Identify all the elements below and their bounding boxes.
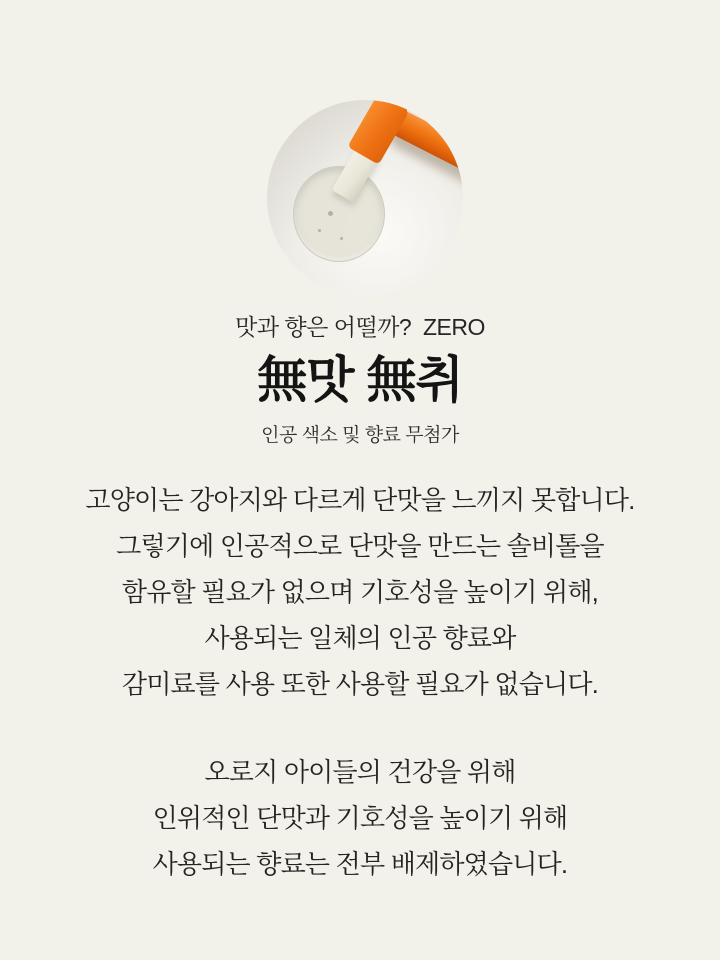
body-paragraph-2: [0, 749, 720, 887]
gel-speck: [318, 229, 321, 232]
body-line: 그렇기에 인공적으로 단맛을 만드는 솔비톨을: [116, 531, 604, 561]
section-caption: 인공 색소 및 향료 무첨가: [261, 425, 459, 446]
section-subtitle: 맛과 향은 어떨까? ZERO: [235, 314, 485, 340]
body-paragraph-1: [0, 477, 720, 707]
body-line: 감미료를 사용 또한 사용할 필요가 없습니다.: [121, 669, 599, 699]
section-title: 無맛 無취: [257, 352, 463, 408]
body-line: 사용되는 향료는 전부 배제하였습니다.: [152, 849, 568, 879]
toothbrush-gel-photo: [267, 100, 463, 296]
gel-speck: [328, 211, 333, 216]
gel-speck: [340, 237, 343, 240]
body-line: 인위적인 단맛과 기호성을 높이기 위해: [152, 803, 568, 833]
body-line: 오로지 아이들의 건강을 위해: [204, 757, 516, 787]
body-line: 함유할 필요가 없으며 기호성을 높이기 위해,: [121, 577, 599, 607]
body-line: 고양이는 강아지와 다르게 단맛을 느끼지 못합니다.: [85, 485, 635, 515]
body-line: 사용되는 일체의 인공 향료와: [204, 623, 516, 653]
